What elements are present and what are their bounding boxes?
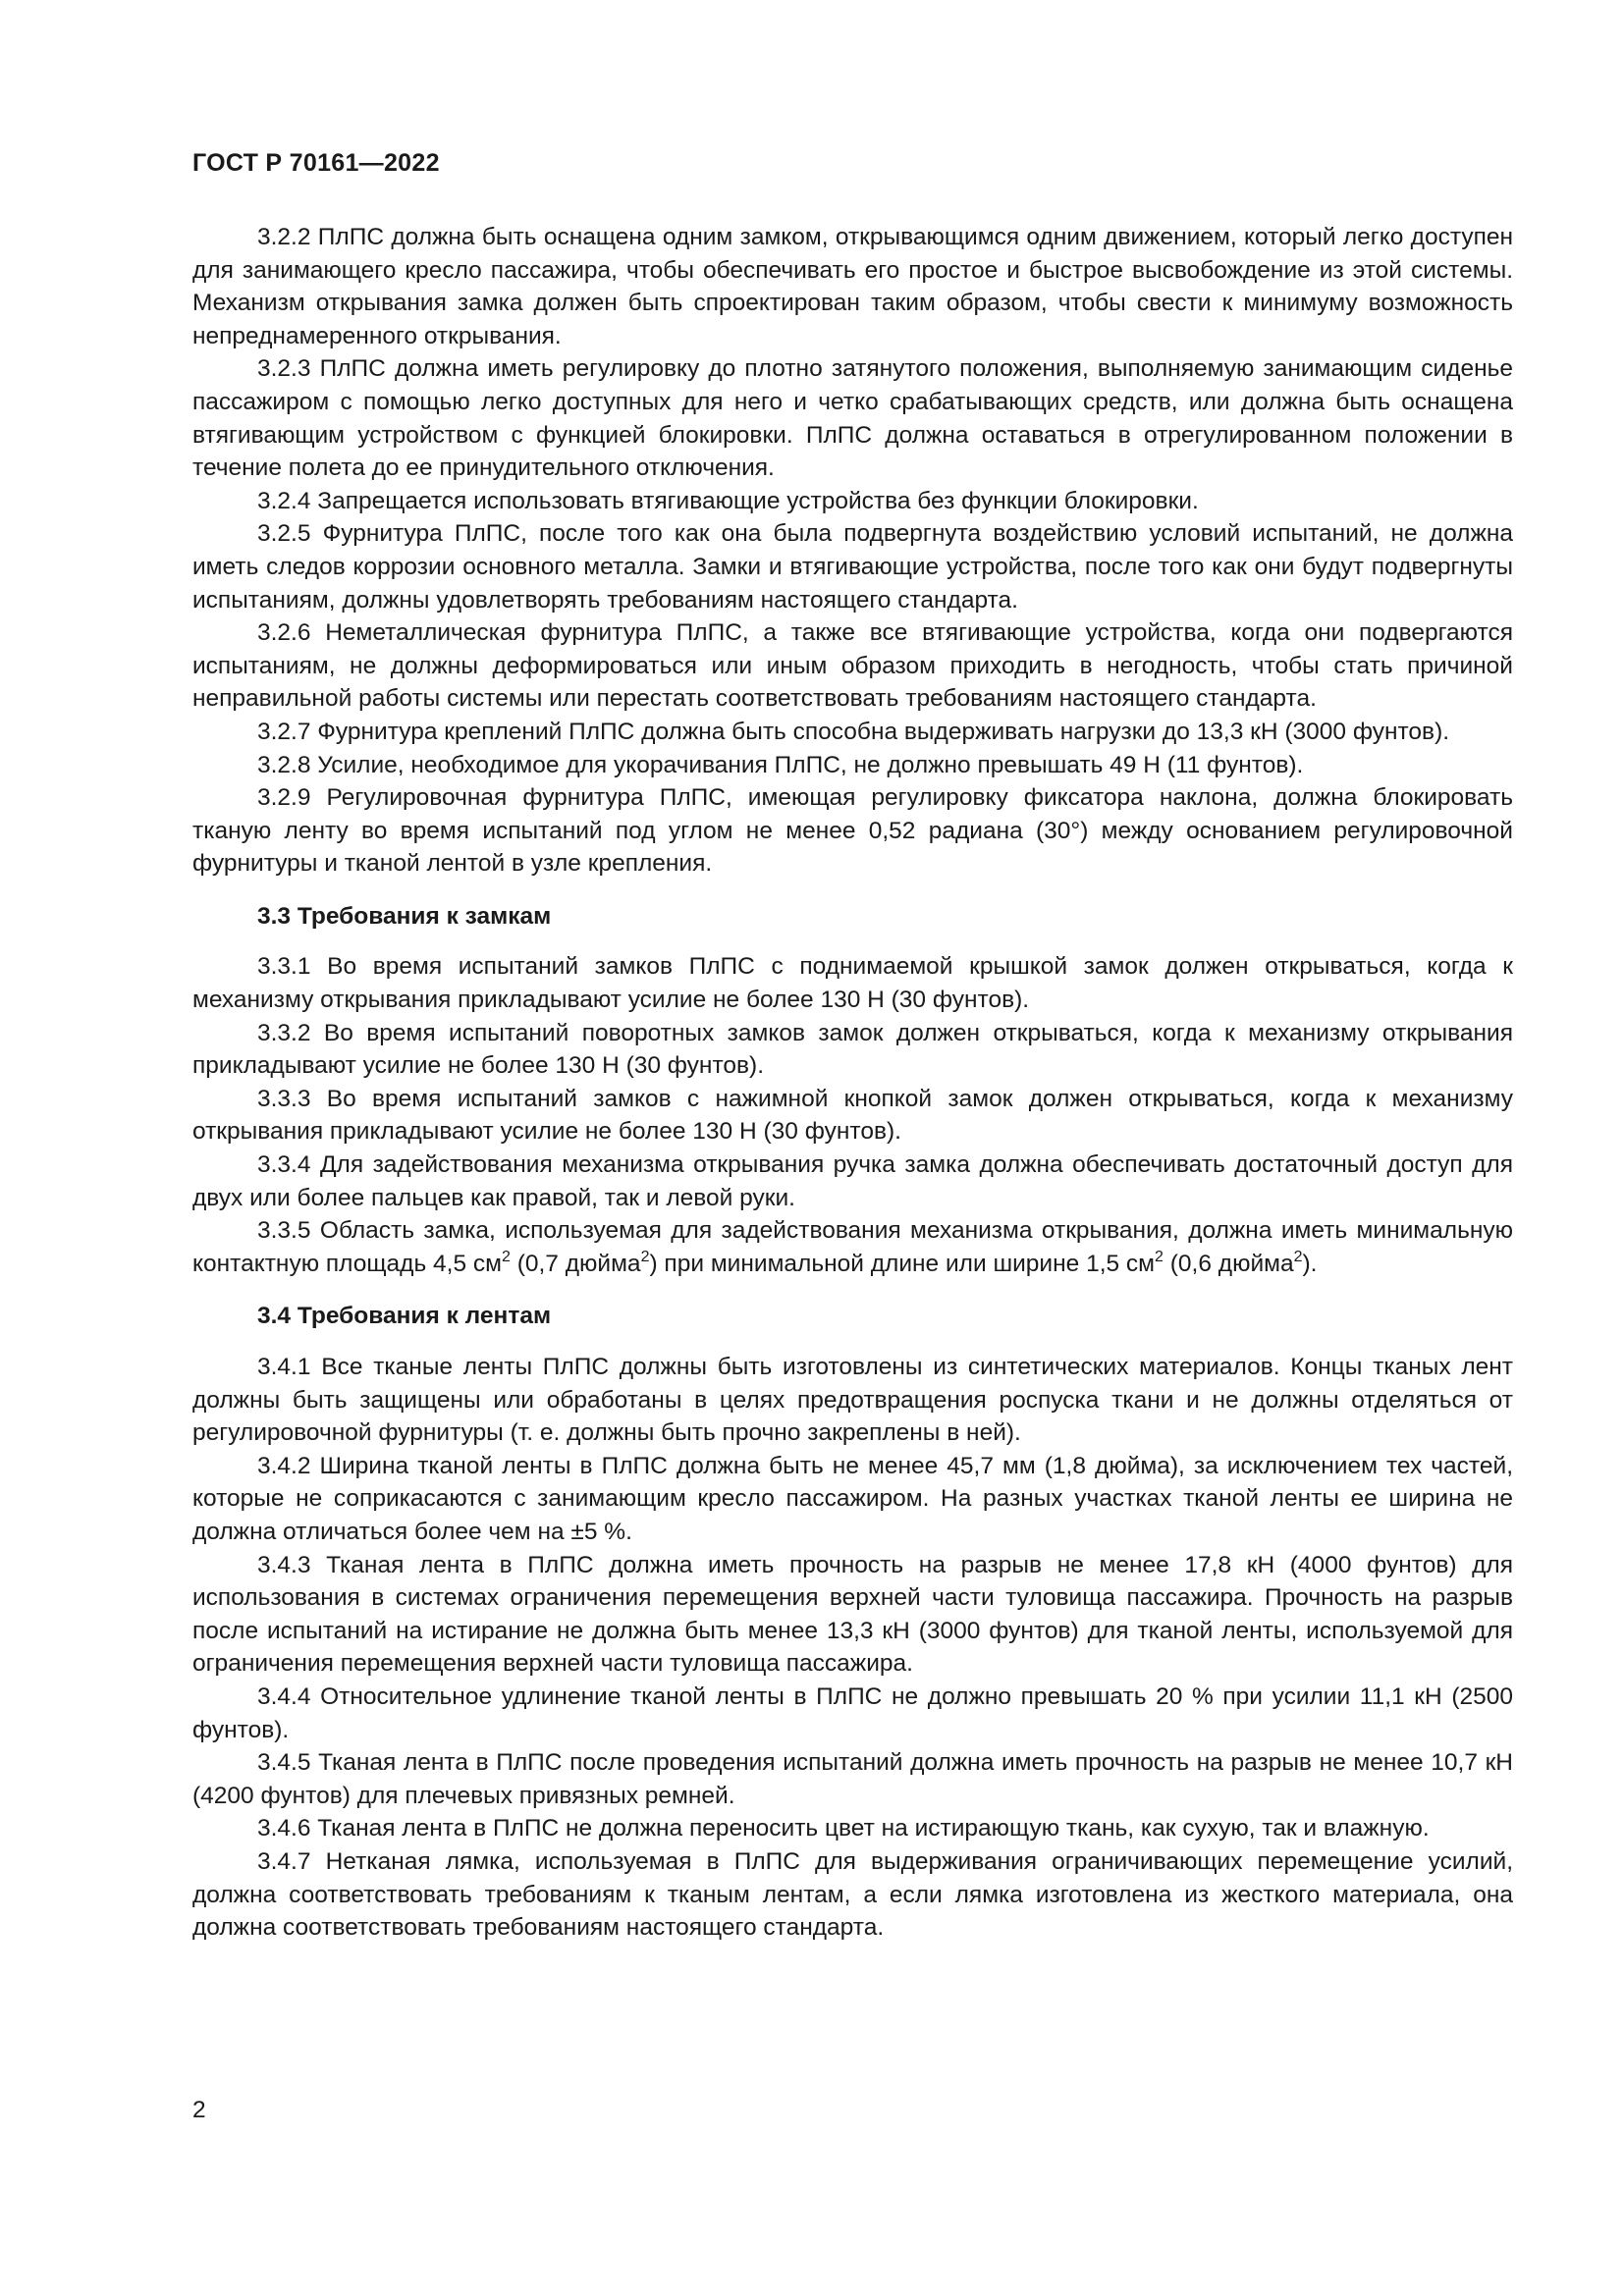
paragraph-3-4-7: 3.4.7 Нетканая лямка, используемая в ПлПС для выдерживания ограничивающих перемещение усилий, должна соответствовать требованиям к тканым лентам, а если лямка изготовлена из жесткого материала, она должна соответствовать требованиям настоящего стандарта. <box>192 1847 1513 1942</box>
paragraph-3-3-1: 3.3.1 Во время испытаний замков ПлПС с поднимаемой крышкой замок должен открываться, когда к механизму открывания прикладывают усилие не более 130 Н (30 фунтов). <box>192 953 1513 1014</box>
paragraph-3-4-3: 3.4.3 Тканая лента в ПлПС должна иметь прочность на разрыв не менее 17,8 кН (4000 фунтов) для использования в системах ограничения перемещения верхней части туловища пассажира. Прочность на разрыв после испытаний на истирание не должна быть менее 13,3 кН (3000 фунтов) для тканой ленты, используемой для ограничения перемещения верхней части туловища пассажира. <box>192 1551 1513 1678</box>
section-heading-3-3: 3.3 Требования к замкам <box>257 902 552 930</box>
section-heading-3-4: 3.4 Требования к лентам <box>257 1303 552 1330</box>
paragraph-3-3-5-text-2: (0,7 дюйма <box>510 1250 641 1277</box>
document-code: ГОСТ Р 70161—2022 <box>192 149 440 177</box>
paragraph-3-2-2: 3.2.2 ПлПС должна быть оснащена одним замком, открывающимся одним движением, который легко доступен для занимающего кресло пассажира, чтобы обеспечивать его простое и быстрое высвобождение из этой системы. Механизм открывания замка должен быть спроектирован таким образом, чтобы свести к минимуму возможность непреднамеренного открывания. <box>192 224 1513 349</box>
paragraph-3-4-2: 3.4.2 Ширина тканой ленты в ПлПС должна быть не менее 45,7 мм (1,8 дюйма), за исключением тех частей, которые не соприкасаются с занимающим кресло пассажиром. На разных участках тканой ленты ее ширина не должна отличаться более чем на ±5 %. <box>192 1452 1513 1545</box>
paragraph-3-3-5-text-3: ) при минимальной длине или ширине 1,5 см <box>649 1250 1156 1277</box>
superscript-2: 2 <box>1293 1248 1303 1265</box>
page-body <box>192 221 1513 1945</box>
paragraph-3-2-7: 3.2.7 Фурнитура креплений ПлПС должна быть способна выдерживать нагрузки до 13,3 кН (3000 фунтов). <box>257 718 1450 745</box>
paragraph-3-2-9: 3.2.9 Регулировочная фурнитура ПлПС, имеющая регулировку фиксатора наклона, должна блокировать тканую ленту во время испытаний под углом не менее 0,52 радиана (30°) между основанием регулировочной фурнитуры и тканой лентой в узле крепления. <box>192 784 1513 878</box>
paragraph-3-2-3: 3.2.3 ПлПС должна иметь регулировку до плотно затянутого положения, выполняемую занимающим сиденье пассажиром с помощью легко доступных для него и четко срабатывающих средств, или должна быть оснащена втягивающим устройством с функцией блокировки. ПлПС должна оставаться в отрегулированном положении в течение полета до ее принудительного отключения. <box>192 355 1513 482</box>
paragraph-3-4-6: 3.4.6 Тканая лента в ПлПС не должна переносить цвет на истирающую ткань, как сухую, так и влажную. <box>257 1815 1430 1842</box>
paragraph-3-2-6: 3.2.6 Неметаллическая фурнитура ПлПС, а также все втягивающие устройства, когда они подвергаются испытаниям, не должны деформироваться или иным образом приходить в негодность, чтобы стать причиной неправильной работы системы или перестать соответствовать требованиям настоящего стандарта. <box>192 619 1513 713</box>
paragraph-3-3-2: 3.3.2 Во время испытаний поворотных замков замок должен открываться, когда к механизму открывания прикладывают усилие не более 130 Н (30 фунтов). <box>192 1019 1513 1080</box>
paragraph-3-2-4: 3.2.4 Запрещается использовать втягивающие устройства без функции блокировки. <box>257 487 1199 514</box>
paragraph-3-2-5: 3.2.5 Фурнитура ПлПС, после того как она была подвергнута воздействию условий испытаний, не должна иметь следов коррозии основного металла. Замки и втягивающие устройства, после того как они будут подвергнуты испытаниям, должны удовлетворять требованиям настоящего стандарта. <box>192 520 1513 614</box>
paragraph-3-2-8: 3.2.8 Усилие, необходимое для укорачивания ПлПС, не должно превышать 49 Н (11 фунтов). <box>257 751 1304 778</box>
paragraph-3-3-5 <box>192 1214 1513 1280</box>
superscript-2: 2 <box>501 1248 511 1265</box>
paragraph-3-3-5-text-4: (0,6 дюйма <box>1163 1250 1294 1277</box>
paragraph-3-3-4: 3.3.4 Для задействования механизма открывания ручка замка должна обеспечивать достаточный доступ для двух или более пальцев как правой, так и левой руки. <box>192 1151 1513 1211</box>
superscript-2: 2 <box>640 1248 650 1265</box>
paragraph-3-4-5: 3.4.5 Тканая лента в ПлПС после проведения испытаний должна иметь прочность на разрыв не менее 10,7 кН (4200 фунтов) для плечевых привязных ремней. <box>192 1749 1513 1809</box>
paragraph-3-3-5-text-1: 3.3.5 Область замка, используемая для задействования механизма открывания, должна иметь минимальную контактную площадь 4,5 см <box>192 1217 1513 1277</box>
paragraph-3-3-3: 3.3.3 Во время испытаний замков с нажимной кнопкой замок должен открываться, когда к механизму открывания прикладывают усилие не более 130 Н (30 фунтов). <box>192 1085 1513 1146</box>
paragraph-3-4-4: 3.4.4 Относительное удлинение тканой ленты в ПлПС не должно превышать 20 % при усилии 11,1 кН (2500 фунтов). <box>192 1682 1513 1743</box>
paragraph-3-4-1: 3.4.1 Все тканые ленты ПлПС должны быть изготовлены из синтетических материалов. Концы тканых лент должны быть защищены или обработаны в целях предотвращения роспуска ткани и не должны отделяться от регулировочной фурнитуры (т. е. должны быть прочно закреплены в ней). <box>192 1354 1513 1447</box>
page-number: 2 <box>192 2097 206 2123</box>
superscript-2: 2 <box>1155 1248 1164 1265</box>
paragraph-3-3-5-text-5: ). <box>1302 1250 1318 1277</box>
